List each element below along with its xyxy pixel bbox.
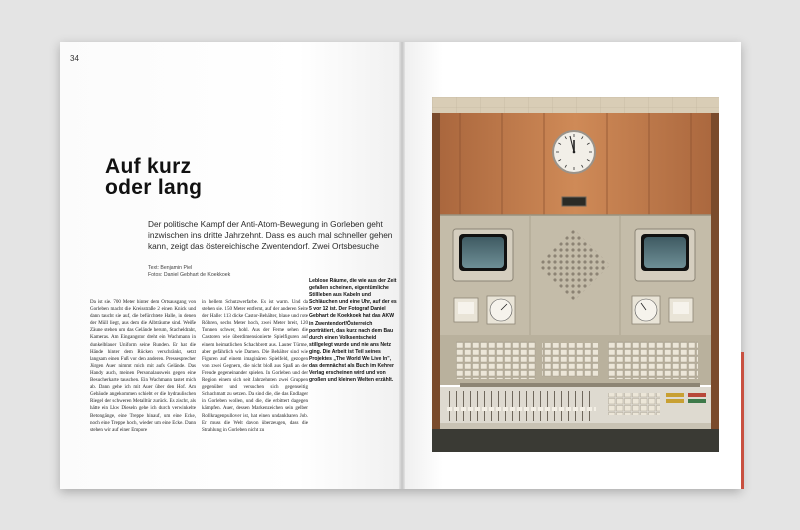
credit-text: Text: Benjamin Piel: [148, 265, 193, 271]
magazine-spread: [60, 42, 741, 489]
monitor-left-icon: [453, 229, 513, 281]
title-line-1: Auf kurz: [105, 155, 192, 178]
control-room-photo: [432, 97, 719, 452]
right-page: [402, 42, 741, 489]
photo-floor: [432, 429, 719, 452]
byline: [148, 265, 230, 279]
title-line-2: oder lang: [105, 176, 203, 199]
photo-ceiling: [432, 97, 719, 113]
photo-caption: Leblose Räume, die wie aus der Zeit gefallen scheinen, eigentümliche Stillleben aus Kabeln und Schläuchen und eine Uhr, auf der es 5 vor 12 ist. Der Fotograf Daniel Gebhart de Koekkoek hat das AKW in Zwentendorf/Österreich porträtiert, das kurz nach dem Bau durch einen Volksentscheid stillgelegt wurde und nie ans Netz ging. Die Arbeit ist Teil seines Projektes „The World We Live In", das demnächst als Buch im Kehrer Verlag erscheinen wird und von großen und kleinen Welten erzählt.: [309, 278, 397, 384]
body-column-2: in hellem Schutzwerfarbe. Es ist warm. Und da stehen sie. 150 Meter entfernt, auf der anderen Seite der Halle: 113 dicke Castor-Behälter, blaue und rote Röhren, sechs Meter hoch, zwei Meter breit, 120 Tonnen schwer, hohl. Aus der Ferne sehen die Castoren wie überdimensionierte Spielfiguren auf einem heimatlichen Schachbrett aus. Lauter Türme, aber gefährlich wie Damen. Die Behälter sind wie Figuren auf einem imaginären Spielfeld, gezogen von zwei Gegnern, die nicht bloß aus Spaß an der Freude gegeneinander spielen. In Gorleben und der Region einem sich seit Jahrzehnten zwei Gruppen gegenüber und versuchen sich gegenseitig Schachmatt zu setzen. Da sind die, die das Endlager in Gorleben wollen, und die, die erbittert dagegen kämpfen. Auer, dessen Markenzeichen sein gelber Rollkragenpullover ist, hat einen undankbaren Job. Er muss die Welt davon überzeugen, dass die Strahlung in Gorleben nicht zu: [202, 299, 308, 433]
article-title: [105, 156, 202, 198]
left-page: [60, 42, 402, 489]
spine-gutter: [399, 42, 405, 489]
monitor-right-icon: [635, 229, 695, 281]
page-edge-accent: [741, 352, 744, 489]
wall-clock-icon: [553, 131, 595, 173]
lead-paragraph: Der politische Kampf der Anti-Atom-Bewegung in Gorleben geht inzwischen ins dritte Jahrzehnt. Dass es auch mal schneller gehen kann, zeigt das östereichische Zwentendorf. Zwei Ortsbesuche: [148, 219, 393, 252]
page-number: 34: [70, 54, 79, 63]
body-column-1: Da ist sie. 700 Meter hinter dem Ortsausgang von Gorleben macht die Kreisstraße 2 einen Knick und dann taucht sie auf, die befürchtete Halle, in denen der Müll liegt, aus dem die Albträume sind. Weiße Zäune stehen um das Gelände herum, Stacheldraht, Kameras. Am Eingangstor dreht ein Wachmann in dunkelblauer Uniform seine Runden. Er hat die Hände hinter dem Rücken verschränkt, setzt langsam einen Fuß vor den anderen. Pressesprecher Jürgen Auer nimmt mich mit aufs Gelände. Das Handy auch, meinen Personalausweis gegen eine Besucherkarte tauschen. Ein Wachmann tastet mich ab. Dann gehe ich mit Auer über den Hof. Am Gebäude angekommen schiebt er die hydraulischen Riegel der schweren Metalltür zurück. Es zischt, als hätte ein Lkw Dieseln gehe ich durch verwinkelte Betongänge, eine Treppe hinauf, um eine Ecke, noch eine Treppe hoch, wieder um eine Ecke. Dann stehen wir auf einer Empore: [90, 299, 196, 433]
credit-photos: Fotos: Daniel Gebhart de Koekkoek: [148, 272, 231, 278]
